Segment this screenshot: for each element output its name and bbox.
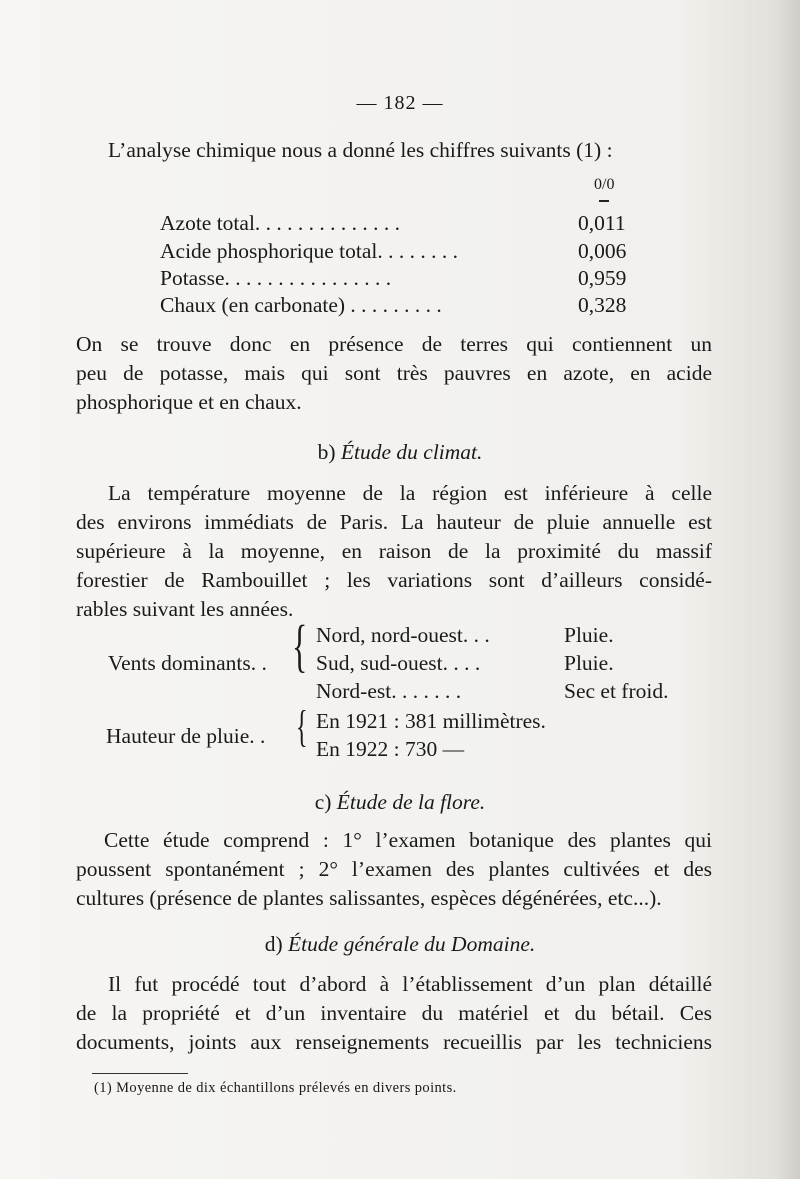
paragraph-flore xyxy=(76,826,712,913)
text-line: des environs immédiats de Paris. La hauteur de pluie annuelle est xyxy=(76,510,712,534)
table-row-value: 0,006 xyxy=(578,239,627,263)
table-row-value: 0,959 xyxy=(578,266,627,290)
text-line: Il fut procédé tout d’abord à l’établissement d’un plan détaillé xyxy=(108,972,712,996)
page-number: — 182 — xyxy=(356,92,444,114)
text-line: poussent spontanément ; 2° l’examen des plantes cultivées et des xyxy=(76,857,712,881)
brace-symbol: { xyxy=(296,702,308,751)
intro-text: L’analyse chimique nous a donné les chiffres suivants (1) : xyxy=(108,138,613,162)
vents-direction: Nord-est. . . . . . . xyxy=(316,679,462,703)
footnote: (1) Moyenne de dix échantillons prélevés en divers points. xyxy=(94,1080,457,1096)
table-row-label: Acide phosphorique total. . . . . . . . xyxy=(160,239,458,263)
table-row-value: 0,011 xyxy=(578,211,626,235)
paragraph-domaine xyxy=(76,970,712,1057)
vents-label: Vents dominants. . xyxy=(108,651,267,675)
table-row-label: Azote total. . . . . . . . . . . . . . xyxy=(160,211,401,235)
table-unit: 0/0 xyxy=(594,176,615,193)
text-line: La température moyenne de la région est inférieure à celle xyxy=(108,481,712,505)
vents-direction: Nord, nord-ouest. . . xyxy=(316,623,490,647)
heading-title: Étude générale du Domaine. xyxy=(288,932,536,956)
text-line: On se trouve donc en présence de terres qui contiennent un xyxy=(76,332,712,356)
text-line: rables suivant les années. xyxy=(76,597,294,621)
pluie-value: En 1921 : 381 millimètres. xyxy=(316,709,546,733)
text-line: supérieure à la moyenne, en raison de la proximité du massif xyxy=(76,539,712,563)
text-line: phosphorique et en chaux. xyxy=(76,390,302,414)
heading-climat xyxy=(0,440,800,465)
text-line: peu de potasse, mais qui sont très pauvres en azote, en acide xyxy=(76,361,712,385)
heading-prefix: d) xyxy=(264,932,289,956)
heading-prefix: c) xyxy=(314,790,337,814)
pluie-value: En 1922 : 730 — xyxy=(316,737,465,761)
heading-title: Étude du climat. xyxy=(340,440,483,464)
text-line: cultures (présence de plantes salissantes, espèces dégénérées, etc...). xyxy=(76,886,662,910)
heading-title: Étude de la flore. xyxy=(336,790,486,814)
vents-direction: Sud, sud-ouest. . . . xyxy=(316,651,481,675)
heading-prefix: b) xyxy=(317,440,341,464)
pluie-label: Hauteur de pluie. . xyxy=(106,724,266,748)
brace-symbol: { xyxy=(292,613,308,678)
heading-flore xyxy=(0,790,800,815)
table-row-label: Chaux (en carbonate) . . . . . . . . . xyxy=(160,293,442,317)
paragraph-conclusion xyxy=(76,330,712,417)
heading-domaine xyxy=(0,932,800,957)
table-row-value: 0,328 xyxy=(578,293,627,317)
text-line: documents, joints aux renseignements recueillis par les techniciens xyxy=(76,1030,712,1054)
vents-weather: Pluie. xyxy=(564,623,614,647)
table-row-label: Potasse. . . . . . . . . . . . . . . . xyxy=(160,266,392,290)
text-line: forestier de Rambouillet ; les variations sont d’ailleurs considé- xyxy=(76,568,712,592)
vents-weather: Pluie. xyxy=(564,651,614,675)
paragraph-climat xyxy=(76,479,712,624)
footnote-rule xyxy=(92,1073,188,1074)
vents-weather: Sec et froid. xyxy=(564,679,669,703)
text-line: Cette étude comprend : 1° l’examen botanique des plantes qui xyxy=(104,828,712,852)
text-line: de la propriété et d’un inventaire du matériel et du bétail. Ces xyxy=(76,1001,712,1025)
unit-underline xyxy=(599,200,609,202)
